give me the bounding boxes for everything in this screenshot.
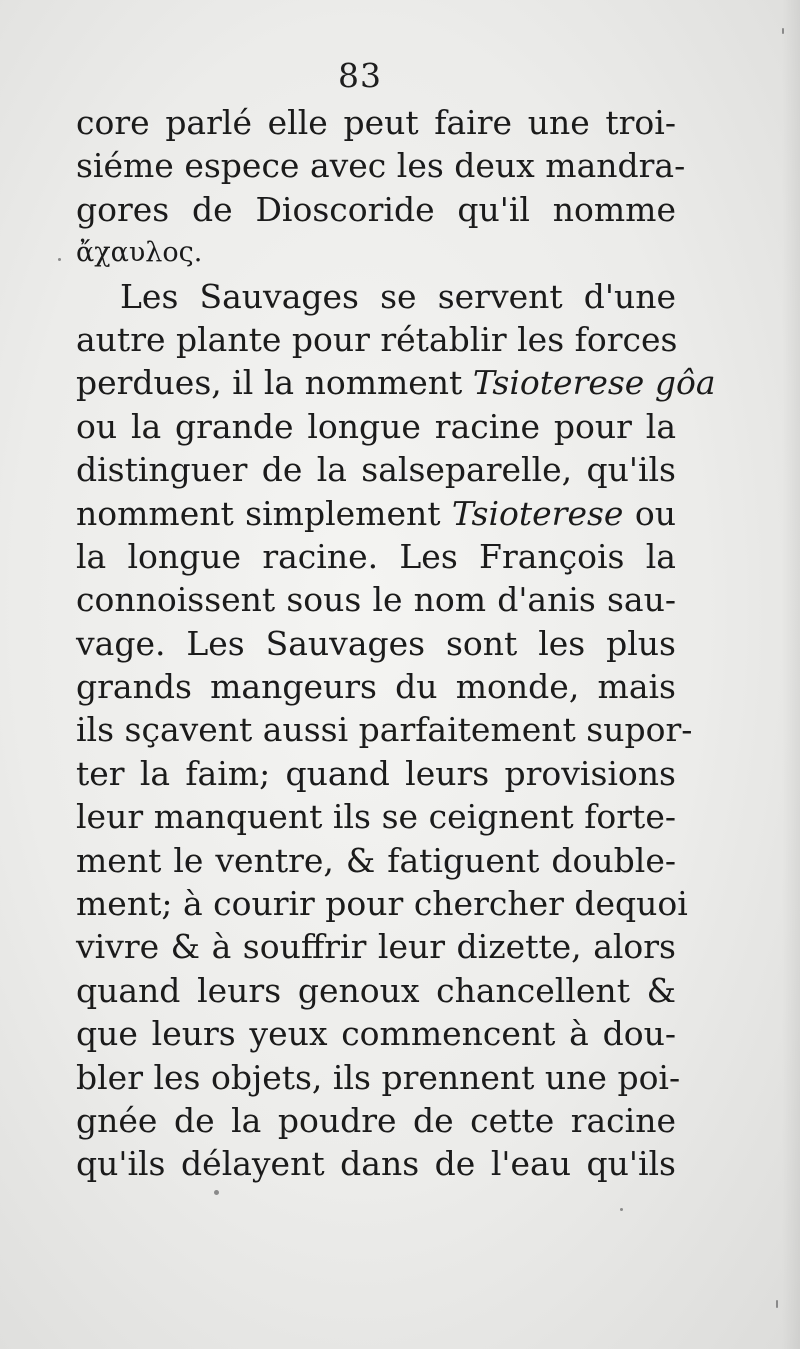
text-line: gnée de la poudre de cette racine [76, 1100, 676, 1140]
text-line-greek: ἄχαυλος. [76, 237, 203, 269]
text-line: quand leurs genoux chancellent & [76, 970, 676, 1010]
text-line: ment; à courir pour chercher dequoi [76, 884, 688, 924]
text-line: autre plante pour rétablir les forces [76, 319, 678, 359]
text-line: ou la grande longue racine pour la [76, 406, 676, 446]
text-line: leur manquent ils se ceignent forte- [76, 797, 676, 837]
text-line: vivre & à souffrir leur dizette, alors [76, 927, 676, 967]
text-line: distinguer de la salseparelle, qu'ils [76, 450, 676, 490]
italic-plant-name: Tsioterese [451, 493, 624, 533]
text-line: bler les objets, ils prennent une poi- [76, 1057, 681, 1097]
paper-speck [776, 1300, 778, 1308]
text-line: ils sçavent aussi parfaitement supor- [76, 710, 693, 750]
page-edge-shadow [782, 0, 800, 1349]
text-line: Les Sauvages se servent d'une [120, 276, 676, 316]
text-line: grands mangeurs du monde, mais [76, 667, 676, 707]
text-line: nomment simplement Tsioterese ou [76, 493, 676, 533]
paper-speck [214, 1190, 219, 1195]
paper-speck [58, 258, 61, 261]
text-line: vage. Les Sauvages sont les plus [76, 623, 676, 663]
text-line: perdues, il la nomment Tsioterese gôa [76, 363, 716, 403]
italic-plant-name: Tsioterese gôa [472, 363, 716, 403]
paper-speck [782, 28, 784, 34]
paper-speck [620, 1208, 623, 1211]
text-line: que leurs yeux commencent à dou- [76, 1014, 676, 1054]
text-line: gores de Dioscoride qu'il nomme [76, 189, 676, 229]
text-line: ter la faim; quand leurs provisions [76, 753, 676, 793]
text-line: siéme espece avec les deux mandra- [76, 146, 686, 186]
text-line: connoissent sous le nom d'anis sau- [76, 580, 676, 620]
text-line: la longue racine. Les François la [76, 536, 676, 576]
text-line: ment le ventre, & fatiguent double- [76, 840, 676, 880]
page-text [76, 101, 716, 1186]
page-number: 83 [338, 56, 382, 95]
text-line: qu'ils délayent dans de l'eau qu'ils [76, 1144, 676, 1184]
text-line: core parlé elle peut faire une troi- [76, 103, 676, 142]
